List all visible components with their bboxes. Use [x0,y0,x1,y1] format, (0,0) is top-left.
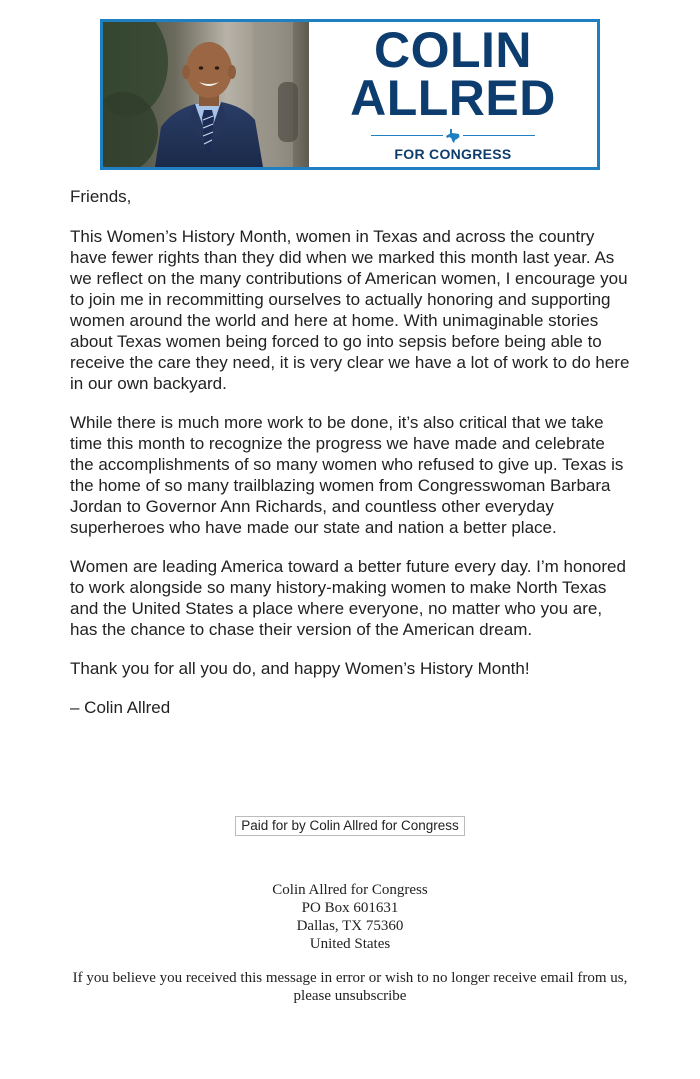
signature: – Colin Allred [70,698,171,717]
address-org: Colin Allred for Congress [272,882,428,898]
address-po-box: PO Box 601631 [301,900,399,916]
logo-divider [371,130,535,142]
divider-line-right [463,135,535,136]
divider-line-left [371,135,443,136]
campaign-logo [309,22,597,167]
mailing-address [0,881,700,953]
paid-for-disclaimer: Paid for by Colin Allred for Congress [235,816,465,836]
paragraph-intro: This Women’s History Month, women in Texas and across the country have fewer rights than they did when we marked this month last year. As we reflect on the many contributions of American women, I encourage you to join me in recommitting ourselves to actually honoring and supporting women around the world and here at home. With unimaginable stories about Texas women being forced to go into sepsis before being able to receive the care they need, it is very clear we have a lot of work to do here in our own backyard. [70,227,630,393]
paragraph-progress: While there is much more work to be done, it’s also critical that we take time this month to recognize the progress we have made and celebrate the accomplishments of so many women who refused to give up. Texas is the home of so many trailblazing women from Congresswoman Barbara Jordan to Governor Ann Richards, and countless other everyday superheroes who have made our state and nation a better place. [70,413,624,537]
logo-first-name: COLIN [373,22,533,78]
address-city: Dallas, TX 75360 [296,918,404,934]
unsubscribe-notice[interactable] [70,969,630,1005]
campaign-banner[interactable] [100,19,600,170]
paragraph-thanks: Thank you for all you do, and happy Women’s History Month! [70,659,530,678]
greeting: Friends, [70,187,132,206]
candidate-photo [103,22,309,167]
logo-subtitle: FOR CONGRESS [394,146,512,162]
address-country: United States [309,936,391,952]
texas-state-icon [446,129,460,143]
paragraph-future: Women are leading America toward a better future every day. I’m honored to work alongside so many history-making women to make North Texas and the United States a place where everyone, no matter who you are, has the chance to chase their version of the American dream. [70,557,626,639]
unsubscribe-link[interactable]: If you believe you received this message in error or wish to no longer receive email from us, please unsubscribe [72,970,628,1004]
email-body [70,186,632,736]
logo-last-name: ALLRED [350,70,556,126]
